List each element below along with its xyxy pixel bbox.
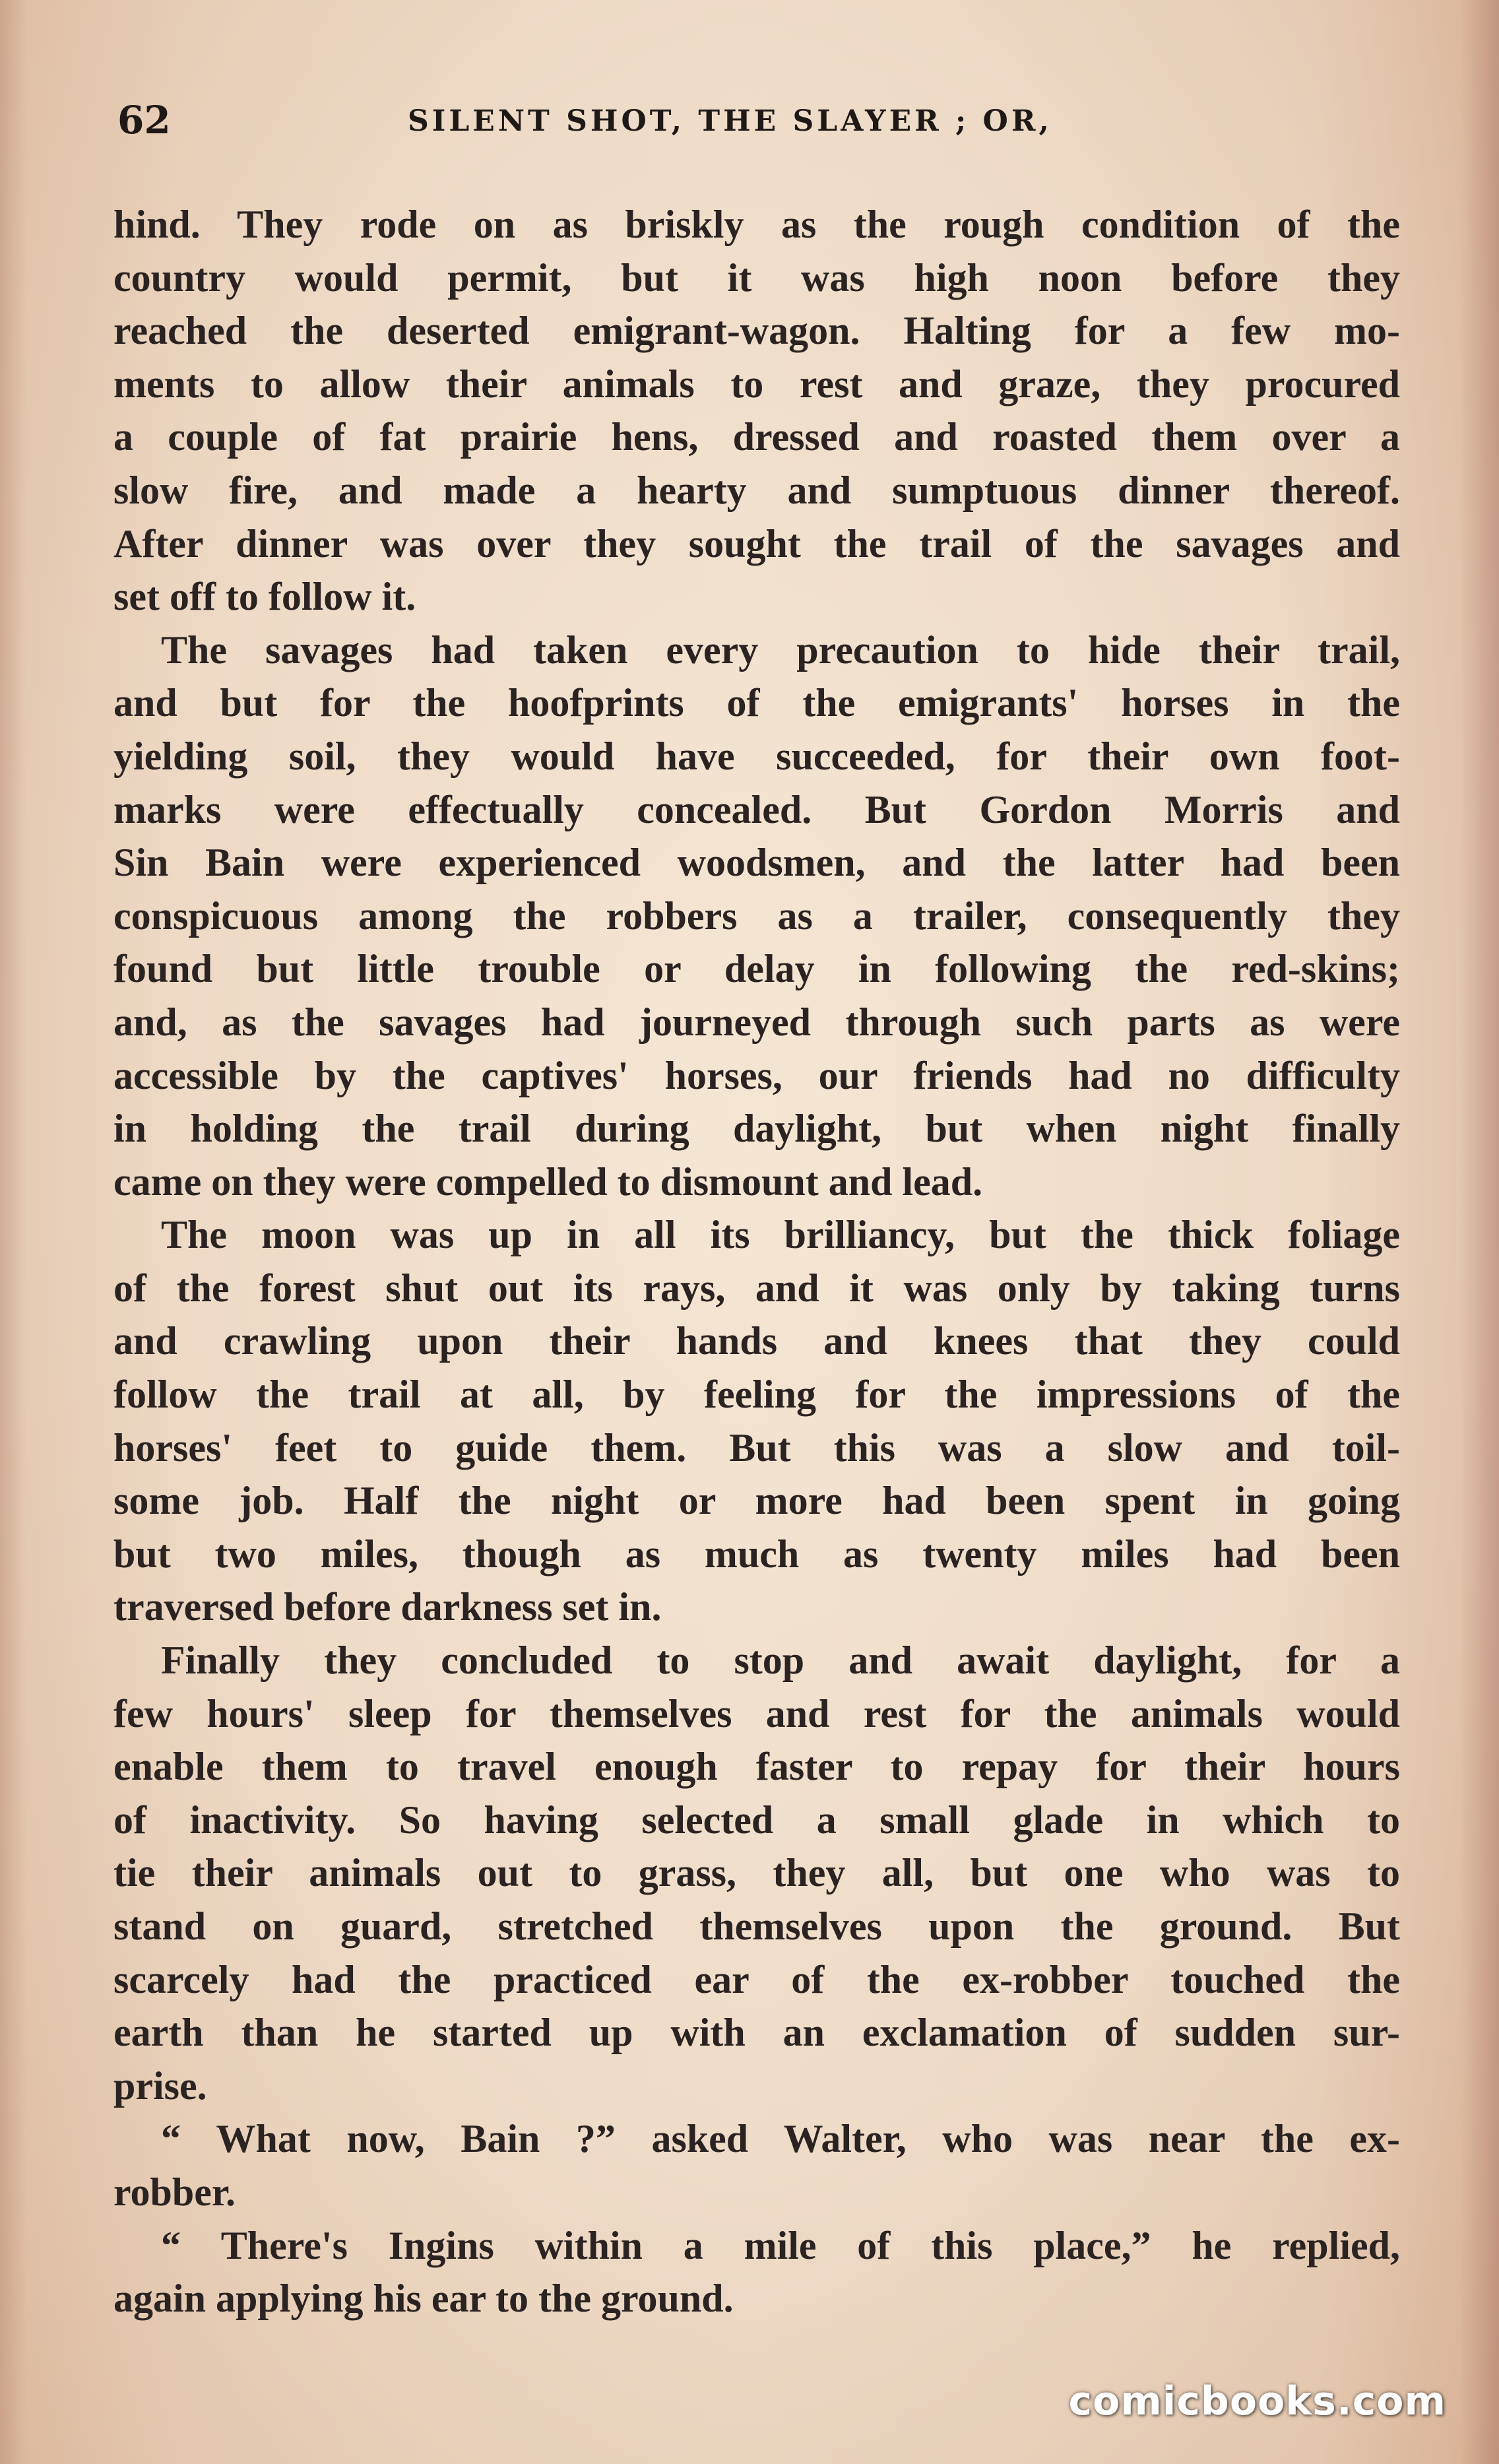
- text-line: horses' feet to guide them. But this was a slow and toil-: [113, 1425, 1400, 1470]
- text-line: found but little trouble or delay in following the red-skins;: [113, 947, 1400, 991]
- text-line: but two miles, though as much as twenty miles had been: [113, 1532, 1400, 1576]
- paragraph: [113, 2219, 1400, 2325]
- running-head: SILENT SHOT, THE SLAYER ; OR,: [408, 104, 1052, 138]
- text-line: follow the trail at all, by feeling for the impressions of the: [113, 1373, 1400, 1417]
- text-line: The savages had taken every precaution to hide their trail,: [161, 628, 1400, 672]
- watermark-logo: comicbooks.com: [1068, 2378, 1446, 2424]
- text-line: conspicuous among the robbers as a trailer, consequently they: [113, 893, 1400, 938]
- text-line: After dinner was over they sought the trail of the savages and: [113, 521, 1400, 566]
- text-line: reached the deserted emigrant-wagon. Halting for a few mo-: [113, 309, 1400, 353]
- text-line: came on they were compelled to dismount and lead.: [113, 1159, 983, 1204]
- text-line: few hours' sleep for themselves and rest for the animals would: [113, 1691, 1400, 1735]
- page-edge-shadow-right: [1459, 0, 1499, 2464]
- page-header: [117, 98, 1397, 157]
- text-line: The moon was up in all its brilliancy, but the thick foliage: [161, 1213, 1400, 1257]
- text-line: ments to allow their animals to rest and graze, they procured: [113, 362, 1400, 406]
- text-line: again applying his ear to the ground.: [113, 2277, 734, 2321]
- text-line: set off to follow it.: [113, 575, 416, 619]
- page-edge-shadow-left: [0, 0, 26, 2464]
- text-line: “ What now, Bain ?” asked Walter, who was near the ex-: [161, 2117, 1400, 2161]
- text-line: country would permit, but it was high noon before they: [113, 255, 1400, 300]
- text-line: robber.: [113, 2170, 236, 2214]
- text-line: prise.: [113, 2063, 207, 2108]
- paragraph: [113, 1208, 1400, 1634]
- body-text: [113, 198, 1400, 2325]
- page-number: 62: [117, 98, 171, 143]
- text-line: hind. They rode on as briskly as the rough condition of the: [113, 203, 1400, 246]
- text-line: a couple of fat prairie hens, dressed and roasted them over a: [113, 415, 1400, 459]
- paragraph: [113, 198, 1400, 624]
- text-line: accessible by the captives' horses, our friends had no difficulty: [113, 1053, 1400, 1097]
- paragraph: [113, 1634, 1400, 2112]
- text-line: yielding soil, they would have succeeded, for their own foot-: [113, 734, 1400, 778]
- text-line: stand on guard, stretched themselves upon the ground. But: [113, 1904, 1400, 1948]
- text-line: and but for the hoofprints of the emigrants' horses in the: [113, 681, 1400, 725]
- text-line: of inactivity. So having selected a small glade in which to: [113, 1798, 1400, 1842]
- text-line: earth than he started up with an exclamation of sudden sur-: [113, 2011, 1400, 2055]
- text-line: slow fire, and made a hearty and sumptuous dinner thereof.: [113, 468, 1400, 512]
- paragraph: [113, 624, 1400, 1209]
- text-line: Sin Bain were experienced woodsmen, and the latter had been: [113, 841, 1400, 885]
- text-line: some job. Half the night or more had been spent in going: [113, 1479, 1400, 1523]
- text-line: Finally they concluded to stop and await daylight, for a: [161, 1638, 1400, 1683]
- text-line: “ There's Ingins within a mile of this place,” he replied,: [161, 2223, 1400, 2267]
- text-line: traversed before darkness set in.: [113, 1585, 662, 1629]
- text-line: and crawling upon their hands and knees that they could: [113, 1319, 1400, 1363]
- text-line: in holding the trail during daylight, but when night finally: [113, 1107, 1400, 1151]
- paragraph: [113, 2112, 1400, 2219]
- text-line: marks were effectually concealed. But Gordon Morris and: [113, 787, 1400, 831]
- text-line: tie their animals out to grass, they all, but one who was to: [113, 1851, 1400, 1895]
- text-line: of the forest shut out its rays, and it was only by taking turns: [113, 1266, 1400, 1310]
- text-line: scarcely had the practiced ear of the ex-robber touched the: [113, 1957, 1400, 2001]
- text-line: and, as the savages had journeyed through such parts as were: [113, 1000, 1400, 1044]
- text-line: enable them to travel enough faster to repay for their hours: [113, 1745, 1400, 1789]
